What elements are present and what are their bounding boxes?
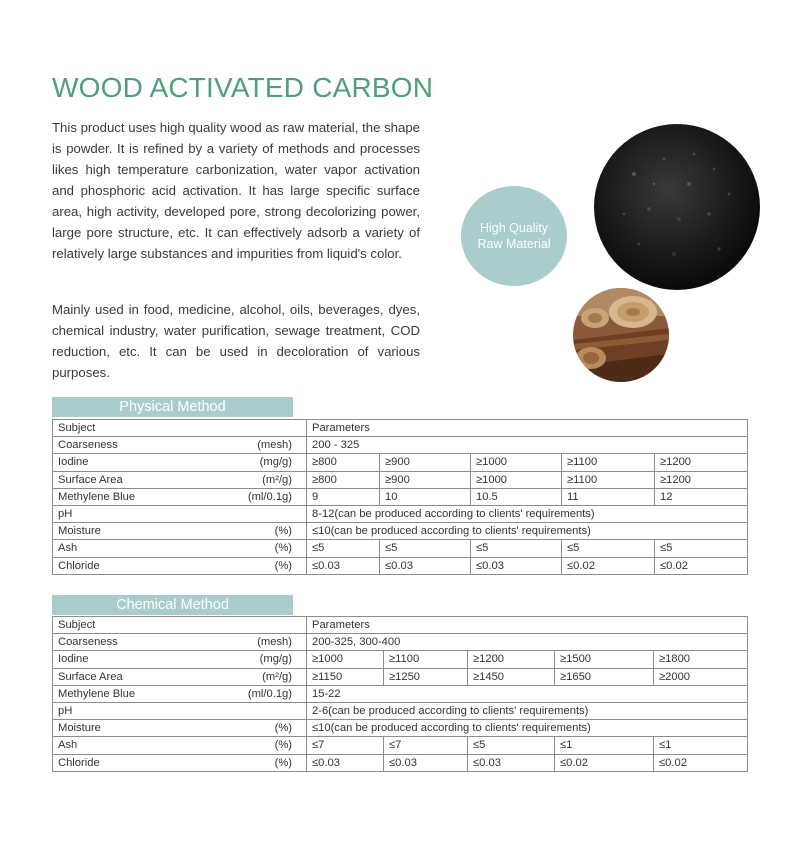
row-value: ≥1100 (562, 454, 655, 471)
row-unit: (mg/g) (259, 653, 292, 666)
row-name: pH (58, 705, 73, 718)
row-subject (53, 737, 307, 754)
table-row (53, 634, 748, 651)
description-paragraph: This product uses high quality wood as raw material, the shape is powder. It is refined by a variety of methods and processes likes high temperature carbonization, water vapor activation and phosphoric acid activation. It has large specific surface area, high activity, developed pore, strong decolorizing power, large pore structure, etc. It can effectively adsorb a variety of relatively large substances and impurities from liquid's color. (52, 120, 420, 261)
row-value: 200 - 325 (307, 437, 748, 454)
carbon-powder-image (594, 124, 760, 290)
row-name: Ash (58, 542, 78, 555)
table-row (53, 523, 748, 540)
table-row (53, 488, 748, 505)
row-unit: (%) (274, 739, 292, 752)
row-value: ≤0.03 (468, 754, 555, 771)
chemical-method-table (52, 616, 748, 772)
table-row (53, 557, 748, 574)
row-unit: (%) (274, 722, 292, 735)
row-value: ≤0.03 (380, 557, 471, 574)
table-row (53, 651, 748, 668)
row-value: ≤7 (307, 737, 384, 754)
table-row (53, 737, 748, 754)
row-value: 11 (562, 488, 655, 505)
page-title: WOOD ACTIVATED CARBON (52, 72, 434, 103)
physical-method-table (52, 419, 748, 575)
row-value: ≥800 (307, 471, 380, 488)
row-subject (53, 505, 307, 522)
row-name: Moisture (58, 722, 101, 735)
row-subject (53, 523, 307, 540)
row-value: 2-6(can be produced according to clients' requirements) (307, 702, 748, 719)
row-value: ≥1200 (468, 651, 555, 668)
row-name: Iodine (58, 653, 89, 666)
row-value: ≥1200 (655, 454, 748, 471)
usage-paragraph: Mainly used in food, medicine, alcohol, oils, beverages, dyes, chemical industry, water purification, sewage treatment, COD reduction, etc. It can be used in decoloration of various purposes. (52, 302, 420, 380)
table-row (53, 540, 748, 557)
row-value: ≥1000 (307, 651, 384, 668)
row-name: Chloride (58, 559, 100, 572)
row-value: ≥1500 (555, 651, 654, 668)
row-name: pH (58, 508, 73, 521)
row-value: ≤5 (471, 540, 562, 557)
row-name: Iodine (58, 456, 89, 469)
row-value: ≥1200 (655, 471, 748, 488)
row-unit: (mesh) (257, 636, 292, 649)
row-value: ≤0.02 (562, 557, 655, 574)
wood-logs-image (573, 288, 669, 382)
parameters-header: Parameters (307, 420, 748, 437)
row-subject (53, 540, 307, 557)
row-name: Surface Area (58, 670, 123, 683)
row-value: ≥1150 (307, 668, 384, 685)
table-row (53, 720, 748, 737)
row-name: Ash (58, 739, 78, 752)
row-value: 15-22 (307, 685, 748, 702)
row-subject (53, 668, 307, 685)
row-subject (53, 634, 307, 651)
row-subject (53, 454, 307, 471)
table-row (53, 668, 748, 685)
row-value: ≥900 (380, 454, 471, 471)
row-value: ≤5 (562, 540, 655, 557)
row-subject (53, 471, 307, 488)
carbon-powder-icon (594, 124, 760, 290)
row-subject (53, 488, 307, 505)
row-value: ≤5 (307, 540, 380, 557)
row-value: ≤0.03 (307, 754, 384, 771)
row-name: Moisture (58, 525, 101, 538)
row-value: ≥2000 (654, 668, 748, 685)
row-subject (53, 437, 307, 454)
physical-method-tab: Physical Method (52, 397, 293, 417)
row-unit: (m²/g) (262, 473, 292, 486)
row-value: ≥1100 (384, 651, 468, 668)
row-value: 10 (380, 488, 471, 505)
row-subject (53, 557, 307, 574)
row-value: ≥1250 (384, 668, 468, 685)
row-value: ≤1 (555, 737, 654, 754)
table-row (53, 685, 748, 702)
row-value: ≤0.02 (555, 754, 654, 771)
row-unit: (mesh) (257, 439, 292, 452)
row-value: ≤0.03 (384, 754, 468, 771)
table-row (53, 437, 748, 454)
row-unit: (ml/0.1g) (247, 687, 292, 700)
row-value: ≥1800 (654, 651, 748, 668)
row-unit: (m²/g) (262, 670, 292, 683)
row-value: 200-325, 300-400 (307, 634, 748, 651)
row-name: Methylene Blue (58, 687, 136, 700)
row-value: ≤5 (655, 540, 748, 557)
row-subject (53, 702, 307, 719)
table-row (53, 454, 748, 471)
row-name: Chloride (58, 756, 100, 769)
row-name: Coarseness (58, 636, 118, 649)
row-unit: (%) (274, 542, 292, 555)
row-value: 9 (307, 488, 380, 505)
row-value: 8-12(can be produced according to clients' requirements) (307, 505, 748, 522)
row-subject (53, 720, 307, 737)
row-value: ≤0.02 (655, 557, 748, 574)
subject-header: Subject (53, 617, 307, 634)
table-header-row (53, 617, 748, 634)
wood-logs-icon (573, 288, 669, 382)
row-subject (53, 685, 307, 702)
row-value: ≥1000 (471, 471, 562, 488)
row-unit: (%) (274, 756, 292, 769)
row-value: ≤5 (468, 737, 555, 754)
row-name: Coarseness (58, 439, 118, 452)
row-value: ≥1000 (471, 454, 562, 471)
row-value: ≤7 (384, 737, 468, 754)
row-unit: (%) (274, 559, 292, 572)
row-value: ≥1450 (468, 668, 555, 685)
table-header-row (53, 420, 748, 437)
row-value: ≤0.03 (307, 557, 380, 574)
quality-badge (461, 186, 567, 286)
row-unit: (%) (274, 525, 292, 538)
row-value: ≤1 (654, 737, 748, 754)
table-row (53, 754, 748, 771)
row-unit: (ml/0.1g) (247, 490, 292, 503)
chemical-method-tab: Chemical Method (52, 595, 293, 615)
table-row (53, 702, 748, 719)
row-value: ≥1650 (555, 668, 654, 685)
row-value: ≥900 (380, 471, 471, 488)
row-name: Surface Area (58, 473, 123, 486)
table-row (53, 505, 748, 522)
subject-header: Subject (53, 420, 307, 437)
row-value: ≤0.02 (654, 754, 748, 771)
row-value: ≤10(can be produced according to clients' requirements) (307, 523, 748, 540)
row-value: 10.5 (471, 488, 562, 505)
row-value: ≤10(can be produced according to clients' requirements) (307, 720, 748, 737)
row-name: Methylene Blue (58, 490, 136, 503)
table-row (53, 471, 748, 488)
row-value: ≥1100 (562, 471, 655, 488)
badge-line-1: High Quality (479, 221, 549, 235)
row-value: ≤5 (380, 540, 471, 557)
row-value: 12 (655, 488, 748, 505)
row-subject (53, 651, 307, 668)
row-unit: (mg/g) (259, 456, 292, 469)
row-value: ≤0.03 (471, 557, 562, 574)
row-subject (53, 754, 307, 771)
badge-line-2: Raw Material (477, 237, 551, 251)
parameters-header: Parameters (307, 617, 748, 634)
row-value: ≥800 (307, 454, 380, 471)
